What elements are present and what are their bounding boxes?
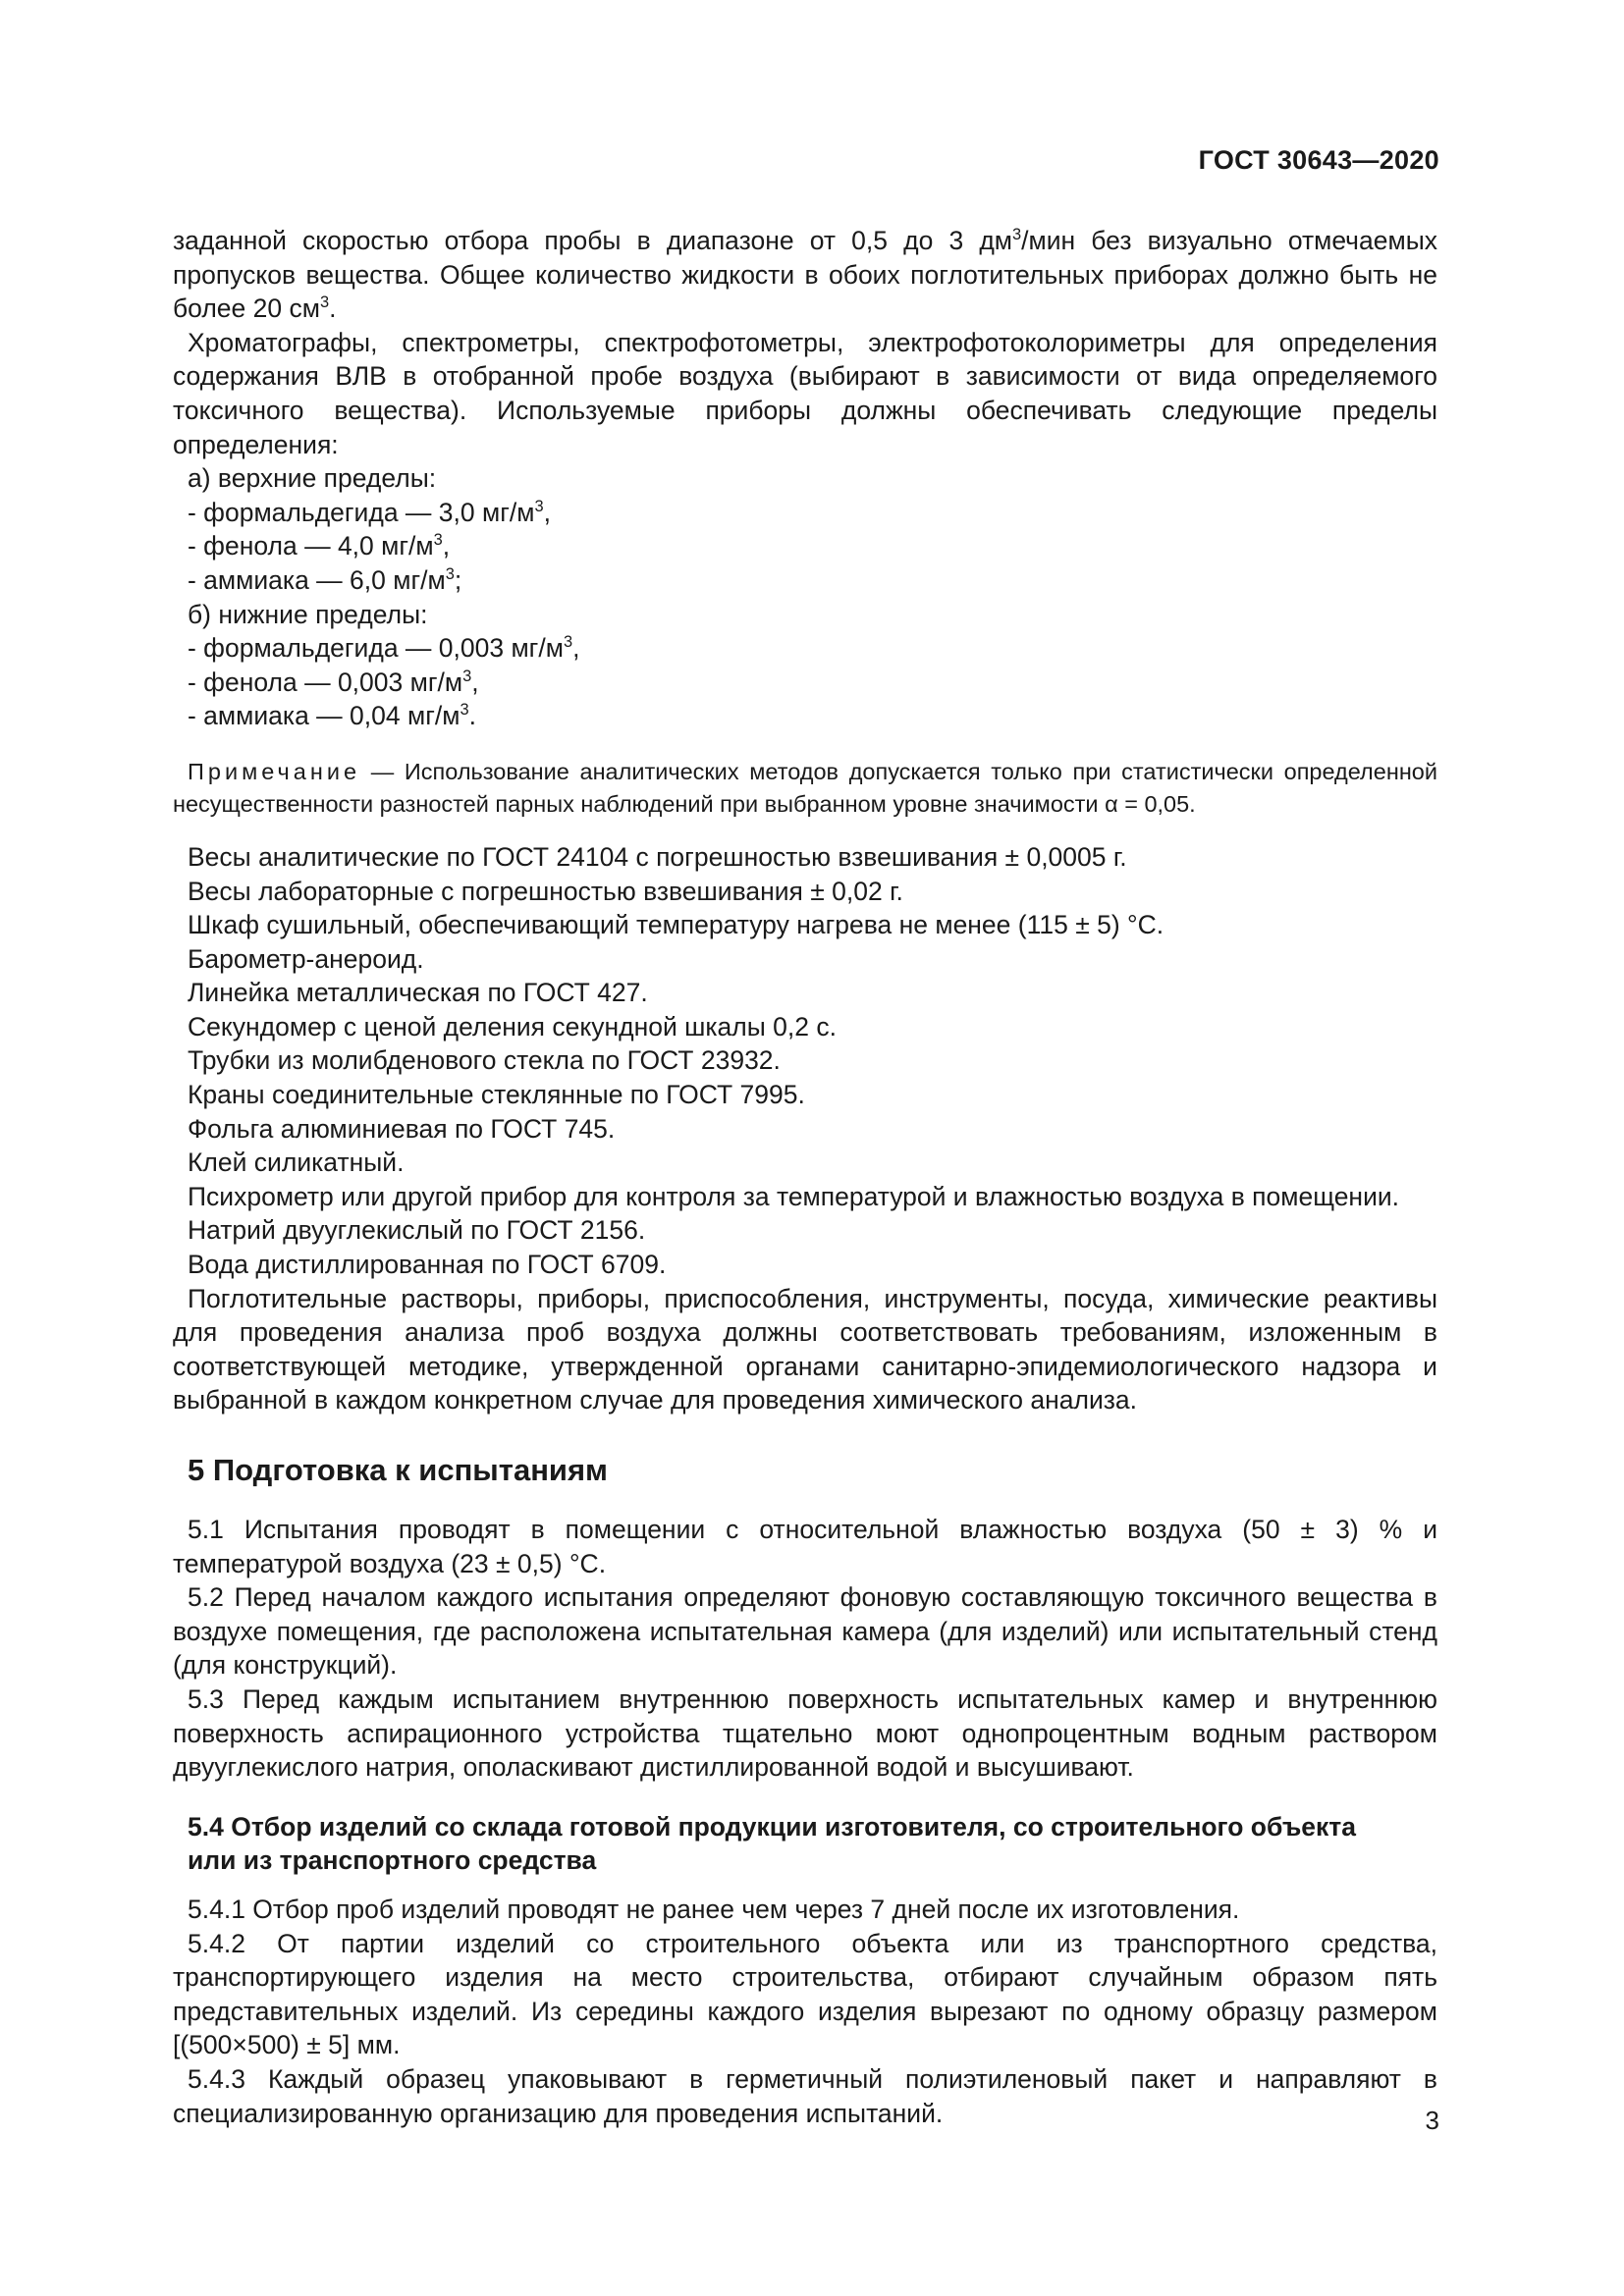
- paragraph-5-4-1: 5.4.1 Отбор проб изделий проводят не ранее чем через 7 дней после их изготовления.: [188, 1894, 1240, 1924]
- page-number: 3: [1425, 2106, 1439, 2135]
- equipment-item: Вода дистиллированная по ГОСТ 6709.: [188, 1250, 667, 1280]
- paragraph-5-3: 5.3 Перед каждым испытанием внутреннюю поверхность испытательных камер и внутреннюю поверхность аспирационного устройства тщательно моют однопроцентным водным раствором двууглекислого натрия, ополаскивают дистиллированной водой и высушивают.: [173, 1683, 1437, 1783]
- equipment-item: Линейка металлическая по ГОСТ 427.: [188, 978, 648, 1008]
- lower-limits-title: б) нижние пределы:: [188, 599, 428, 629]
- list-item: - фенола — 0,003 $мг/м^3$,: [188, 667, 479, 697]
- list-item: - аммиака — 6,0 $мг/м^3$;: [188, 564, 462, 595]
- equipment-item: Натрий двууглекислый по ГОСТ 2156.: [188, 1215, 646, 1246]
- note-label: Примечание: [188, 758, 361, 784]
- list-item: - формальдегида — 0,003 $мг/м^3$,: [188, 633, 580, 664]
- paragraph-5-4-3: 5.4.3 Каждый образец упаковывают в герметичный полиэтиленовый пакет и направляют в специализированную организацию для проведения испытаний.: [173, 2063, 1437, 2128]
- note: [173, 756, 1437, 821]
- paragraph-psychrometer: Психрометр или другой прибор для контроля за температурой и влажностью воздуха в помещении.: [188, 1181, 1400, 1211]
- paragraph-5-2: 5.2 Перед началом каждого испытания определяют фоновую составляющую токсичного вещества в воздухе помещения, где расположена испытательная камера (для изделий) или испытательный стенд (для конструкций).: [173, 1582, 1437, 1681]
- equipment-item: Весы лабораторные с погрешностью взвешивания ± 0,02 г.: [188, 876, 903, 906]
- page-content: [173, 224, 1437, 2130]
- equipment-item: Трубки из молибденового стекла по ГОСТ 23932.: [188, 1045, 781, 1076]
- note-text: — Использование аналитических методов допускается только при статистически определенной несущественности разностей парных наблюдений при выбранном уровне значимости α = 0,05.: [173, 758, 1437, 817]
- document-header: ГОСТ 30643—2020: [1198, 145, 1439, 175]
- equipment-item: Шкаф сушильный, обеспечивающий температуру нагрева не менее (115 ± 5) °С.: [188, 910, 1164, 940]
- paragraph-solutions: Поглотительные растворы, приборы, приспособления, инструменты, посуда, химические реактивы для проведения анализа проб воздуха должны соответствовать требованиям, изложенным в соответствующей методике, утвержденной органами санитарно-эпидемиологического надзора и выбранной в каждом конкретном случае для проведения химического анализа.: [173, 1283, 1437, 1415]
- paragraph-chromatographs: Хроматографы, спектрометры, спектрофотометры, электрофотоколориметры для определения содержания ВЛВ в отобранной пробе воздуха (выбирают в зависимости от вида определяемого токсичного вещества). Используемые приборы должны обеспечивать следующие пределы определения:: [173, 327, 1437, 459]
- subsection-heading: 5.4 Отбор изделий со склада готовой продукции изготовителя, со строительного объекта или из транспортного средства: [188, 1811, 1357, 1876]
- equipment-item: Секундомер с ценой деления секундной шкалы 0,2 с.: [188, 1011, 837, 1041]
- paragraph-5-1: 5.1 Испытания проводят в помещении с относительной влажностью воздуха (50 ± 3) % и температурой воздуха (23 ± 0,5) °С.: [173, 1515, 1437, 1578]
- list-item: - формальдегида — 3,0 $мг/м^3$,: [188, 497, 551, 527]
- paragraph-5-4-2: 5.4.2 От партии изделий со строительного объекта или из транспортного средства, транспортирующего изделия на место строительства, отбирают случайным образом пять представительных изделий. Из середины каждого изделия вырезают по одному образцу размером [(500×500) ± 5] мм.: [173, 1928, 1437, 2060]
- section-heading: 5 Подготовка к испытаниям: [188, 1453, 608, 1487]
- equipment-item: Фольга алюминиевая по ГОСТ 745.: [188, 1113, 616, 1144]
- equipment-list: [173, 840, 1437, 1180]
- list-item: - фенола — 4,0 $мг/м^3$,: [188, 531, 451, 561]
- paragraph-continuation: заданной скоростью отбора пробы в диапазоне от 0,5 до 3 $дм^3$/мин без визуально отмечаемых пропусков вещества. Общее количество жидкости в обоих поглотительных приборах должно быть не более 20 $см^3$.: [173, 226, 1437, 324]
- upper-limits-title: а) верхние пределы:: [188, 463, 437, 494]
- equipment-item: Краны соединительные стеклянные по ГОСТ 7995.: [188, 1080, 805, 1110]
- equipment-item: Барометр-анероид.: [188, 943, 424, 974]
- list-item: - аммиака — 0,04 $мг/м^3$.: [188, 701, 476, 731]
- equipment-item: Клей силикатный.: [188, 1148, 405, 1178]
- equipment-item: Весы аналитические по ГОСТ 24104 с погрешностью взвешивания ± 0,0005 г.: [188, 841, 1127, 872]
